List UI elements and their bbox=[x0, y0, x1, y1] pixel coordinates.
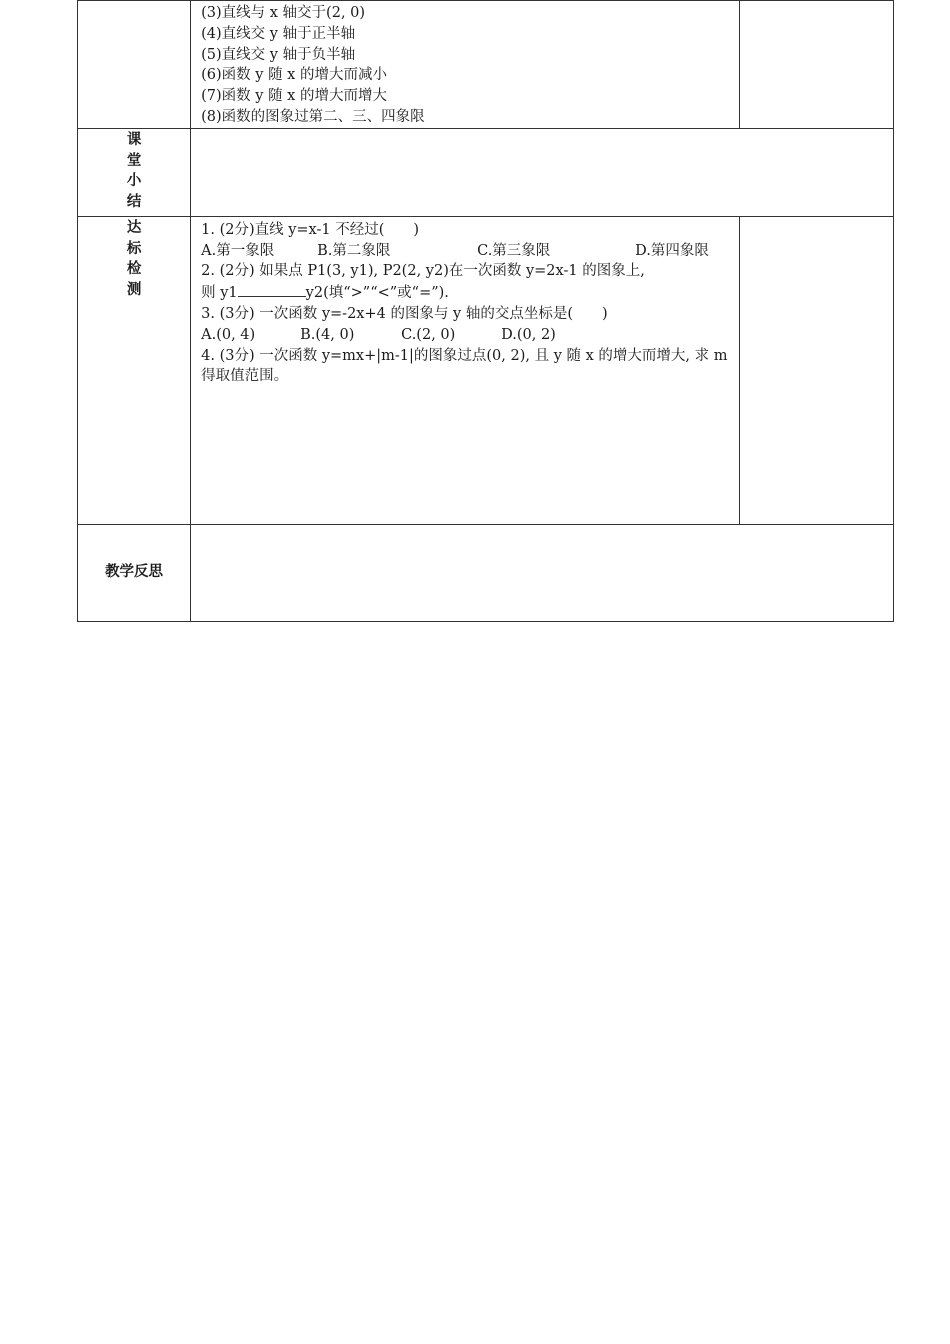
list-item: (8)函数的图象过第二、三、四象限 bbox=[201, 108, 425, 125]
list-item: (6)函数 y 随 x 的增大而减小 bbox=[201, 67, 387, 84]
test-questions-cell bbox=[191, 216, 740, 524]
option-c: C.(2, 0) bbox=[401, 326, 456, 343]
list-item: (3)直线与 x 轴交于(2, 0) bbox=[201, 5, 366, 21]
option-d: D.(0, 2) bbox=[501, 326, 556, 343]
summary-label-char: 小 bbox=[126, 172, 142, 190]
test-label-char: 标 bbox=[126, 239, 142, 257]
option-c: C.第三象限 bbox=[477, 242, 551, 259]
reflection-row bbox=[78, 524, 894, 621]
list-item: (5)直线交 y 轴于负半轴 bbox=[201, 46, 356, 63]
test-row bbox=[78, 216, 894, 524]
question-3-options bbox=[201, 325, 731, 346]
continued-label-cell bbox=[78, 1, 191, 129]
summary-label-char: 课 bbox=[126, 130, 142, 148]
test-label-char: 检 bbox=[126, 260, 142, 278]
question-1-options bbox=[201, 241, 731, 262]
summary-row bbox=[78, 128, 894, 216]
question-2-continuation bbox=[201, 282, 731, 304]
list-item: (4)直线交 y 轴于正半轴 bbox=[201, 25, 356, 42]
summary-content-cell bbox=[191, 128, 894, 216]
summary-label-char: 堂 bbox=[126, 151, 142, 169]
continued-side-cell bbox=[739, 1, 893, 129]
option-b: B.(4, 0) bbox=[300, 326, 355, 343]
question-3: 3. (3分) 一次函数 y=-2x+4 的图象与 y 轴的交点坐标是( ) bbox=[201, 305, 608, 322]
option-b: B.第二象限 bbox=[317, 242, 391, 259]
reflection-content-cell bbox=[191, 524, 894, 621]
test-label bbox=[78, 216, 191, 524]
test-label-char: 达 bbox=[126, 218, 142, 236]
question-4: 4. (3分) 一次函数 y=mx+|m-1|的图象过点(0, 2), 且 y 随 x 的增大而增大, 求 m 得取值范围。 bbox=[201, 347, 728, 385]
option-a: A.(0, 4) bbox=[201, 326, 256, 343]
continued-row bbox=[78, 1, 894, 129]
summary-label bbox=[78, 128, 191, 216]
reflection-label: 教学反思 bbox=[78, 524, 191, 621]
option-d: D.第四象限 bbox=[635, 242, 709, 259]
continued-items-cell bbox=[191, 1, 740, 129]
list-item: (7)函数 y 随 x 的增大而增大 bbox=[201, 88, 387, 105]
test-side-cell bbox=[739, 216, 893, 524]
question-1: 1. (2分)直线 y=x-1 不经过( ) bbox=[201, 221, 420, 238]
question-2: 2. (2分) 如果点 P1(3, y1), P2(2, y2)在一次函数 y=2x-1 的图象上, bbox=[201, 263, 645, 280]
question-2-prefix: 则 y1 bbox=[201, 285, 238, 302]
option-a: A.第一象限 bbox=[201, 242, 275, 259]
summary-label-char: 结 bbox=[126, 193, 142, 211]
lesson-plan-table bbox=[77, 0, 894, 622]
question-2-suffix: y2(填“>”“<”或“=”). bbox=[305, 285, 449, 302]
answer-blank bbox=[238, 282, 306, 297]
test-label-char: 测 bbox=[126, 281, 142, 299]
